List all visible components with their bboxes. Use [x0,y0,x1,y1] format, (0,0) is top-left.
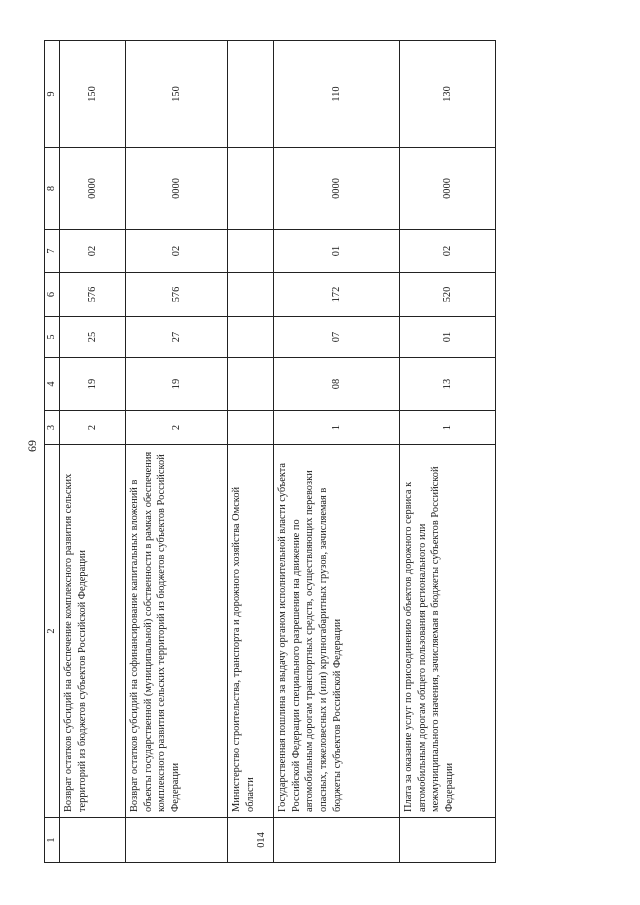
header-col-7: 7 [45,230,60,273]
code-subgroup-cell: 19 [126,358,228,411]
description-cell: Возврат остатков субсидий на софинансирование капитальных вложений в объекты государственной (муниципальной) собственности в рамках обеспечения комплексного развития сельских территорий из бюджетов субъектов Российской Федерации [126,445,228,818]
code-subgroup-cell: 08 [274,358,400,411]
code-element-cell: 01 [274,230,400,273]
table-row [400,41,496,863]
code-group-cell: 1 [400,411,496,445]
page-number: 69 [25,440,39,452]
admin-code-cell [60,818,126,863]
empty-cell [228,358,274,411]
admin-code-cell [274,818,400,863]
table-row [274,41,400,863]
empty-cell [228,148,274,230]
table-row [60,41,126,863]
code-element-cell: 02 [126,230,228,273]
code-subarticle-cell: 576 [60,273,126,317]
code-group-cell: 2 [126,411,228,445]
code-article-cell: 01 [400,317,496,358]
code-economic-cell: 110 [274,41,400,148]
code-article-cell: 27 [126,317,228,358]
table-row [126,41,228,863]
rotated-table-container [44,41,494,863]
code-program-cell: 0000 [274,148,400,230]
description-cell: Государственная пошлина за выдачу органом исполнительной власти субъекта Российской Федерации специального разрешения на движение по автомобильным дорогам транспортных средств, осуществляющих перевозки опасных, тяжеловесных и (или) крупногабаритных грузов, зачисляемая в бюджеты субъектов Российской Федерации [274,445,400,818]
code-economic-cell: 150 [60,41,126,148]
admin-code-cell: 014 [228,818,274,863]
code-article-cell: 07 [274,317,400,358]
description-cell: Возврат остатков субсидий на обеспечение комплексного развития сельских территорий из бюджетов субъектов Российской Федерации [60,445,126,818]
header-col-4: 4 [45,358,60,411]
code-element-cell: 02 [60,230,126,273]
header-col-8: 8 [45,148,60,230]
code-program-cell: 0000 [60,148,126,230]
empty-cell [228,41,274,148]
code-group-cell: 2 [60,411,126,445]
header-row [45,41,60,863]
code-economic-cell: 150 [126,41,228,148]
empty-cell [228,317,274,358]
code-element-cell: 02 [400,230,496,273]
admin-code-cell [126,818,228,863]
code-subarticle-cell: 172 [274,273,400,317]
code-program-cell: 0000 [126,148,228,230]
description-cell: Министерство строительства, транспорта и дорожного хозяйства Омской области [228,445,274,818]
revenue-codes-table [44,40,496,863]
header-col-5: 5 [45,317,60,358]
header-col-3: 3 [45,411,60,445]
code-group-cell: 1 [274,411,400,445]
empty-cell [228,411,274,445]
code-article-cell: 25 [60,317,126,358]
header-col-9: 9 [45,41,60,148]
empty-cell [228,230,274,273]
header-col-6: 6 [45,273,60,317]
admin-code-cell [400,818,496,863]
code-subarticle-cell: 520 [400,273,496,317]
header-col-2: 2 [45,445,60,818]
code-economic-cell: 130 [400,41,496,148]
code-program-cell: 0000 [400,148,496,230]
empty-cell [228,273,274,317]
code-subgroup-cell: 13 [400,358,496,411]
description-cell: Плата за оказание услуг по присоединению объектов дорожного сервиса к автомобильным дорогам общего пользования регионального или межмуниципального значения, зачисляемая в бюджеты субъектов Российской Федерации [400,445,496,818]
header-col-1: 1 [45,818,60,863]
code-subarticle-cell: 576 [126,273,228,317]
code-subgroup-cell: 19 [60,358,126,411]
table-row [228,41,274,863]
